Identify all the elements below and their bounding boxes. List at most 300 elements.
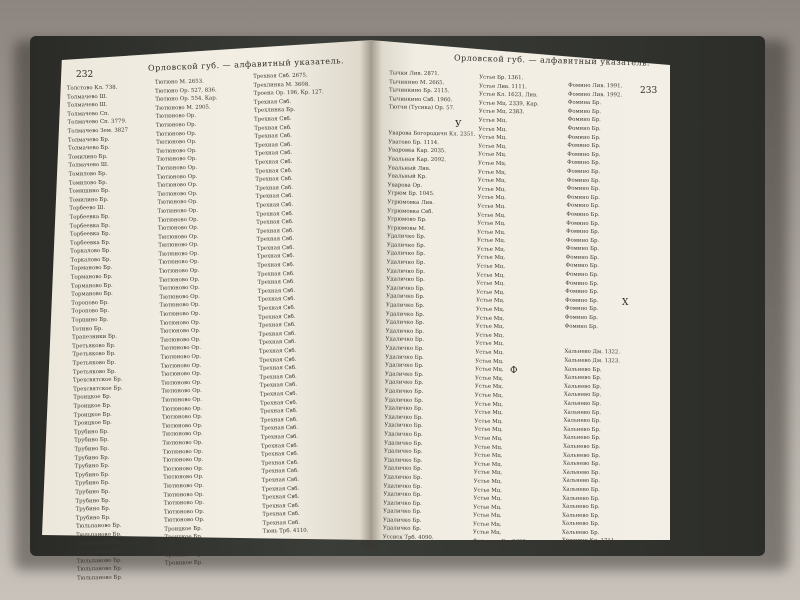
index-entry: Хальнево Бр.: [563, 417, 601, 425]
index-entry: Удаличко Бр.: [386, 285, 425, 292]
index-entry: Хальнево Дм. 1322.: [564, 349, 621, 356]
index-entry: Удаличко Бр.: [386, 268, 425, 275]
index-entry: Тютюново Ор.: [159, 276, 200, 284]
right-page-number: 233: [640, 86, 658, 96]
index-entry: Тютюново Ор.: [155, 113, 197, 121]
index-entry: Устье Мц.: [476, 272, 505, 279]
index-entry: Тютюново Ор.: [161, 370, 202, 378]
index-entry: Угрюмовы М.: [387, 225, 426, 232]
index-entry: Трехная Свб. 2675.: [253, 72, 308, 80]
index-entry: Удаличко Бр.: [384, 388, 424, 395]
index-entry: Троицкое Бр.: [73, 402, 112, 410]
index-entry: Троицкое Бр.: [164, 560, 204, 567]
index-entry: Угрюмовка Лив.: [387, 199, 434, 206]
index-entry: Фомино Бр.: [565, 288, 599, 296]
index-entry: Удаличко Бр.: [385, 353, 424, 361]
index-entry: Тютюново Ор.: [161, 379, 202, 387]
index-entry: Устье Мц.: [473, 461, 503, 468]
index-entry: Устье Мц.: [475, 358, 504, 365]
index-entry: Трехная Свб.: [257, 262, 295, 269]
index-entry: Тютюново Ор.: [156, 173, 198, 181]
book-gutter: [360, 40, 382, 550]
index-entry: Устье Мц.: [474, 418, 503, 425]
index-entry: Торманово Бр.: [70, 282, 113, 290]
section-letter-u: У: [455, 120, 462, 130]
index-entry: Хальнево Бр.: [564, 366, 602, 373]
index-entry: Хальнево Бр.: [561, 529, 600, 536]
index-entry: Трехная Свб.: [254, 158, 293, 166]
index-entry: Тютюново Ор.: [162, 448, 204, 456]
index-entry: Трубино Бр.: [74, 463, 110, 470]
index-entry: Трехная Свб.: [260, 442, 299, 450]
index-entry: Фомино Бр.: [567, 159, 601, 167]
index-entry: Устье Бр. 1361.: [479, 74, 524, 82]
index-entry: Трубино Бр.: [75, 505, 111, 513]
index-entry: Удаличко Бр.: [386, 293, 425, 301]
index-entry: Фомино Лив. 1991.: [568, 82, 623, 90]
index-entry: Торбеевка Бр.: [69, 222, 111, 230]
index-entry: Томилово Бр.: [68, 179, 108, 187]
index-entry: Тютюново Ор.: [161, 413, 203, 421]
index-entry: Фомино Бр.: [566, 220, 600, 227]
index-entry: Тютчи (Тусика) Ор. 57.: [388, 104, 455, 112]
index-entry: Увальный Лив.: [387, 164, 431, 172]
index-entry: Трехная Свб.: [261, 451, 299, 458]
index-entry: Устье Мц.: [475, 375, 504, 382]
left-column-3: [253, 71, 333, 536]
index-entry: Хальнево Бр.: [563, 400, 602, 408]
index-entry: Тютюново Ор.: [157, 224, 199, 232]
index-entry: Трехная Свб.: [259, 373, 297, 381]
index-entry: Трубино Бр.: [74, 445, 110, 453]
index-entry: Торманово Бр.: [71, 291, 113, 298]
index-entry: Фомино Бр.: [564, 314, 599, 322]
index-entry: Тютюново Ор.: [158, 233, 199, 241]
index-entry: Хальнево Бр.: [562, 460, 601, 468]
index-entry: Тютюново Ор.: [160, 336, 201, 344]
index-entry: Тютюново Ор.: [163, 491, 205, 499]
index-entry: Торбеево Ш.: [69, 205, 106, 212]
index-entry: Тюльпаново Бр.: [76, 531, 122, 539]
index-entry: Трехная Свб.: [255, 176, 293, 183]
index-entry: Устье Мц.: [477, 229, 506, 236]
index-entry: Устье Мц.: [477, 220, 506, 228]
index-entry: Торкалово Бр.: [70, 256, 112, 264]
index-entry: Трехлинка М. 3608.: [253, 81, 311, 89]
index-entry: Трехная Свб.: [257, 296, 296, 304]
index-entry: Фомино Бр.: [566, 194, 600, 201]
index-entry: Устье Мц.: [476, 289, 505, 296]
index-entry: Устье Мц.: [475, 306, 505, 314]
index-entry: Угрюмовка Свб.: [387, 207, 434, 215]
index-entry: Устье Мц.: [474, 401, 504, 408]
index-entry: Фомино Бр.: [565, 306, 599, 313]
index-entry: Хальнево Бр.: [562, 469, 601, 476]
index-entry: Устье Мц.: [478, 126, 508, 133]
index-entry: Удаличко Бр.: [384, 431, 423, 438]
index-entry: Фомино Бр.: [565, 271, 599, 279]
index-entry: Устье Мц.: [472, 530, 502, 537]
index-entry: Троицкое Бр.: [164, 525, 203, 533]
index-entry: Тютюново Ор.: [157, 181, 198, 189]
index-entry: Тютюново Ор.: [159, 302, 201, 310]
index-entry: Трехная Свб.: [256, 236, 295, 244]
index-entry: Трехная Свб.: [261, 494, 300, 501]
index-entry: Удаличко Бр.: [383, 457, 423, 464]
index-entry: Устье Мц.: [476, 246, 506, 253]
index-entry: Хальнево Бр.: [562, 512, 600, 519]
index-entry: Торшино Бр.: [71, 316, 109, 324]
index-entry: Торопово Бр.: [71, 308, 110, 316]
index-entry: Устье Мц.: [476, 298, 505, 305]
index-entry: Удаличко Бр.: [385, 345, 424, 352]
index-entry: Тюльпаново Бр.: [75, 522, 122, 530]
index-entry: Хальнево Бр.: [562, 503, 600, 511]
index-entry: Тютюно Ор. 554, Кар.: [155, 95, 218, 103]
index-entry: Тютюново Ор.: [163, 499, 205, 507]
index-entry: Трехная Свб.: [256, 253, 295, 261]
index-entry: Удаличко Бр.: [383, 465, 423, 473]
index-entry: Трехная Свб.: [260, 408, 298, 415]
index-entry: Устье Мц.: [475, 366, 504, 374]
index-entry: Удаличко Бр.: [382, 525, 422, 533]
index-entry: Фомино Бр.: [565, 254, 600, 261]
index-entry: Трехная Свб.: [259, 356, 297, 364]
index-entry: Тютюново М. 2905.: [155, 104, 211, 112]
index-entry: Хальнево Бр.: [562, 452, 601, 459]
index-entry: Фомино Бр.: [567, 117, 601, 124]
index-entry: Трехная Свб.: [256, 219, 294, 226]
index-entry: Фомино Бр.: [567, 108, 602, 115]
index-entry: Удаличко Бр.: [385, 362, 424, 370]
index-entry: Трехная Свб.: [254, 150, 293, 158]
index-entry: Устье Мц.: [477, 169, 507, 176]
index-entry: Устье Мц.: [473, 487, 502, 494]
index-entry: Троицкое Бр.: [164, 534, 203, 542]
index-entry: Тюльпаново Бр.: [76, 548, 123, 556]
index-entry: Трехная Свб.: [261, 459, 299, 467]
index-entry: Удаличко Бр.: [384, 396, 424, 404]
index-entry: Тютюново Ор.: [156, 147, 197, 155]
index-entry: Фомино Бр.: [566, 185, 600, 193]
index-entry: Устье Мц.: [478, 151, 507, 159]
index-entry: Трубино Бр.: [75, 514, 111, 522]
index-entry: Тюльпаново Бр.: [76, 540, 122, 548]
index-entry: Тютюново Ор.: [161, 396, 203, 404]
index-entry: Фомино Бр.: [565, 297, 599, 304]
right-column-2: [473, 74, 539, 547]
index-entry: Хальнево Бр.: [563, 391, 602, 399]
index-entry: Хальнево Бр.: [563, 383, 602, 390]
index-entry: Удаличко Бр.: [382, 517, 422, 524]
index-entry: Фомино Бр.: [566, 228, 600, 236]
index-entry: Тютюново Ор.: [156, 139, 197, 146]
index-entry: Хальнево Бр.: [562, 520, 600, 528]
index-entry: Тычинкино Бр. 2115.: [388, 87, 450, 95]
index-entry: Уватово Бр. 1114.: [388, 139, 439, 146]
index-entry: Фомино Бр.: [567, 151, 601, 158]
index-entry: Торманово Бр.: [70, 273, 113, 281]
index-entry: Троена Ор. 196, Кр. 127.: [253, 89, 324, 97]
index-entry: Трубино Бр.: [75, 497, 111, 505]
index-entry: Тычинкино Свб. 1960.: [388, 96, 453, 104]
index-entry: Фомино Бр.: [564, 323, 599, 330]
index-entry: Удаличко Бр.: [385, 319, 425, 327]
index-entry: Тютюново Ор.: [159, 293, 200, 301]
index-entry: Тютюново Ор.: [156, 164, 198, 172]
index-entry: Трехная Свб.: [262, 519, 300, 527]
index-entry: Трехная Свб.: [262, 511, 300, 518]
index-entry: Трехная Свб.: [262, 502, 300, 510]
index-entry: Уссиск Трб. 4090.: [382, 534, 434, 542]
index-entry: Удаличко Бр.: [386, 259, 426, 266]
index-entry: Фомино Лив. 1992.: [568, 91, 623, 98]
index-entry: Тютюново Ор.: [159, 319, 201, 327]
index-entry: Фомино Бр.: [566, 211, 600, 218]
index-entry: Фомино Бр.: [565, 237, 600, 244]
index-entry: Тютюново Ор.: [158, 250, 200, 258]
index-entry: Толмачево Бр.: [68, 144, 110, 152]
index-entry: Трубино Бр.: [75, 480, 110, 487]
index-entry: Удаличко Бр.: [383, 491, 422, 499]
index-entry: Трехная Свб.: [257, 287, 296, 295]
index-entry: Троицкое Бр.: [164, 542, 203, 550]
index-entry: Тютюново Ор.: [155, 130, 197, 138]
index-entry: Тюльпаново Бр.: [76, 565, 123, 573]
index-entry: Тюльпаново Бр.: [76, 557, 123, 565]
index-entry: Торопово Бр.: [71, 299, 109, 307]
index-entry: Торбеевка Бр.: [70, 239, 111, 247]
index-entry: Удаличко Бр.: [383, 508, 422, 516]
index-entry: Тютюново Ор.: [161, 388, 202, 396]
index-entry: Устье Кл. 1623, Лив.: [478, 91, 538, 99]
index-entry: Томишино Бр.: [68, 187, 111, 195]
index-entry: Трехная Свб.: [258, 322, 296, 329]
index-entry: Тютюново Ор.: [163, 474, 204, 481]
index-entry: Толмачево Бр.: [67, 136, 110, 144]
index-entry: Толмачево Ш.: [68, 162, 109, 170]
index-entry: Торбеевка Бр.: [69, 213, 110, 221]
index-entry: Трехная Свб.: [254, 141, 293, 149]
index-entry: Трехная Свб.: [253, 98, 292, 106]
index-entry: Торманово Бр.: [70, 265, 113, 273]
index-entry: Тютюново Ор.: [157, 207, 199, 215]
index-entry: Трехная Свб.: [258, 304, 296, 312]
index-entry: Удаличко Бр.: [383, 500, 422, 507]
index-entry: Тюнь Трб. 4110.: [262, 528, 309, 536]
index-entry: Устье Мц.: [477, 194, 507, 202]
index-entry: Устье Мц.: [474, 383, 504, 391]
index-entry: Удаличко Бр.: [384, 405, 424, 413]
index-entry: Трехная Свб.: [257, 279, 295, 286]
index-entry: Фомино Бр.: [565, 245, 600, 253]
index-entry: Тютюно Ор. 527, 836.: [155, 87, 217, 95]
index-entry: Хальнево Бр.: [563, 409, 601, 416]
index-entry: Удаличко Бр.: [386, 276, 425, 284]
index-entry: Фомино Бр.: [567, 134, 601, 141]
index-entry: Устье Мц.: [473, 504, 502, 511]
index-entry: Фомино Бр.: [567, 142, 601, 150]
index-entry: Тотино Бр.: [71, 325, 104, 333]
index-entry: Тютюново Ор.: [161, 405, 203, 413]
left-column-2: [155, 77, 227, 568]
index-entry: Устье Мц.: [474, 444, 503, 451]
index-entry: Устье Мц.: [478, 160, 507, 167]
right-column-3: [562, 82, 624, 547]
index-entry: Троицкое Бр.: [73, 394, 112, 401]
index-entry: Трехная Свб.: [256, 210, 294, 218]
index-entry: Толмачево Зем. 3827: [67, 127, 129, 135]
index-entry: Трехная Свб.: [258, 330, 297, 338]
index-entry: Тютюново Ор.: [157, 190, 198, 198]
index-entry: Удаличко Бр.: [386, 250, 426, 258]
index-entry: Тычки Лив. 2871.: [389, 70, 440, 78]
index-entry: Угрюм Бр. 1045.: [387, 190, 435, 198]
index-entry: Устье Мц.: [474, 426, 503, 434]
index-entry: Устье Мц.: [478, 134, 507, 142]
index-entry: Удаличко Бр.: [385, 311, 425, 318]
index-entry: Трехная Свб.: [261, 485, 300, 493]
index-entry: Трехная Свб.: [260, 425, 298, 433]
index-entry: Тютюново Ор.: [159, 310, 201, 318]
index-entry: Тютюново Ор.: [158, 242, 199, 249]
index-entry: Удаличко Бр.: [384, 422, 423, 430]
index-entry: Трубино Бр.: [75, 488, 111, 496]
index-entry: Фомино Бр.: [567, 125, 601, 133]
index-entry: Тютюново Ор.: [157, 199, 198, 206]
index-entry: Трубино Бр.: [74, 471, 110, 479]
index-entry: Устье Мц.: [478, 117, 508, 124]
index-entry: Устье Мц.: [475, 332, 505, 339]
index-entry: Устье Мц.: [476, 263, 506, 271]
index-entry: Удаличко Бр.: [385, 336, 425, 344]
index-entry: Устье Мц.: [475, 323, 505, 331]
index-entry: Устье Мц.: [473, 512, 502, 520]
index-entry: Трубино Бр.: [74, 437, 110, 444]
index-entry: Троицкое Бр.: [73, 411, 112, 419]
index-entry: Трехсвятское Бр.: [73, 385, 123, 393]
index-entry: Хальнево Бр.: [562, 486, 600, 494]
index-entry: Устье Мц.: [473, 469, 503, 477]
index-entry: Хальнево Бр.: [563, 443, 601, 451]
index-entry: Устье Мц. 2383.: [478, 108, 525, 116]
index-entry: Толмачево Ш.: [67, 102, 108, 109]
index-entry: Троицкое Бр.: [73, 419, 112, 427]
index-entry: Устье Мц.: [477, 186, 507, 193]
index-entry: Тютюново Ор.: [160, 353, 202, 361]
index-entry: Тюльпаново Бр.: [77, 574, 123, 582]
index-entry: Тютюново Ор.: [156, 156, 198, 164]
index-entry: Трехная Свб.: [258, 339, 297, 347]
index-entry: Устье Мц.: [475, 315, 505, 322]
index-entry: Трехная Свб.: [258, 313, 296, 321]
index-entry: Тютюново Ор.: [162, 422, 203, 430]
index-entry: Удаличко Бр.: [384, 379, 424, 387]
index-entry: Удаличко Бр.: [383, 482, 422, 490]
index-entry: Устье Мц.: [478, 143, 507, 150]
index-entry: Удаличко Бр.: [385, 328, 425, 335]
index-entry: Толмачево Ш.: [66, 93, 108, 101]
index-entry: Устье Мц.: [474, 409, 504, 417]
index-entry: Трехная Свб.: [260, 433, 299, 441]
index-entry: Устье Мц. 2339, Кар.: [478, 100, 539, 108]
index-entry: Третьяково Бр.: [72, 342, 116, 350]
index-entry: Трехсвятское Бр.: [72, 376, 123, 384]
index-entry: Устье Мц.: [474, 392, 504, 399]
index-entry: Трубино Бр.: [74, 428, 109, 436]
index-entry: Томилино Бр.: [68, 153, 108, 161]
index-entry: Тютюново Ор.: [162, 465, 204, 473]
index-entry: Фомино Бр.: [565, 263, 599, 270]
index-entry: Тютюново Ор.: [164, 517, 205, 524]
index-entry: Удаличко Бр.: [383, 474, 423, 481]
index-entry: Торкалово Бр.: [70, 248, 112, 255]
index-entry: Хрюпино Кл. 1711.: [561, 538, 617, 545]
index-entry: Уварова Богородичн Кл. 2351.: [388, 130, 476, 138]
index-entry: Трехная Свб.: [261, 476, 300, 484]
index-entry: Хальнево Дм. 1323.: [564, 357, 621, 365]
index-entry: Тютюново Ор.: [162, 456, 204, 464]
index-entry: Уваровка Кар. 2035.: [388, 147, 447, 155]
index-entry: Удаличко Бр.: [386, 242, 426, 249]
index-entry: Устье Мц.: [477, 203, 506, 210]
index-entry: Удаличко Бр.: [385, 371, 424, 378]
index-entry: Тютюново Ор.: [160, 328, 201, 335]
index-entry: Устье Мц.: [476, 255, 506, 262]
index-entry: Удаличко Бр.: [385, 302, 425, 309]
index-entry: Трехная Свб.: [259, 365, 297, 372]
index-entry: Трехная Свб.: [255, 201, 294, 209]
index-entry: Трехная Свб.: [260, 399, 298, 407]
index-entry: Устье Мц.: [473, 478, 503, 485]
index-entry: Хальнево Бр.: [562, 495, 600, 502]
index-entry: Фатьянов Бр. 3638.: [472, 538, 528, 546]
index-entry: Тютюново Ор.: [162, 439, 203, 447]
index-entry: Трехная Свб.: [256, 227, 294, 235]
index-entry: Тютюново Ор.: [155, 121, 197, 129]
index-entry: Трехная Свб.: [259, 390, 298, 398]
index-entry: Тютюново Ор.: [158, 267, 200, 275]
index-entry: Увальная Кар. 2092.: [388, 156, 447, 164]
index-entry: Угрюмово Бр.: [387, 216, 427, 224]
left-page-number: 232: [76, 70, 94, 80]
section-letter-f: Ф: [510, 366, 518, 376]
index-entry: Тычинино М. 2665.: [389, 79, 445, 86]
index-entry: Устье Мц.: [473, 452, 503, 460]
index-entry: Трехная Свб.: [256, 244, 295, 252]
index-entry: Хальнево Бр.: [563, 426, 601, 433]
index-entry: Устье Мц.: [473, 495, 502, 503]
index-entry: Томилово Бр.: [68, 170, 108, 178]
right-page-header: Орловской губ. — алфавитный указатель.: [453, 53, 651, 68]
index-entry: Толстово Кл. 738.: [66, 84, 118, 92]
index-entry: Третьяково Бр.: [72, 368, 117, 376]
index-entry: Фомино Бр.: [566, 168, 601, 176]
index-entry: Троицкое Бр.: [164, 551, 203, 559]
index-entry: Устье Мц.: [477, 177, 507, 185]
index-entry: Третьяково Бр.: [72, 351, 116, 359]
index-entry: Толмачево Сп.: [67, 110, 110, 118]
index-entry: Устье Мц.: [477, 212, 506, 219]
index-entry: Устье Мц.: [476, 237, 506, 245]
index-entry: Трехная Свб.: [254, 124, 292, 132]
index-entry: Трехная Свб.: [260, 416, 298, 424]
index-entry: Удаличко Бр.: [384, 439, 423, 447]
index-entry: Томилино Бр.: [69, 196, 109, 204]
index-entry: Уварова Ор.: [387, 182, 423, 189]
right-column-1: [383, 69, 477, 543]
index-entry: Трубино Бр.: [74, 454, 110, 462]
